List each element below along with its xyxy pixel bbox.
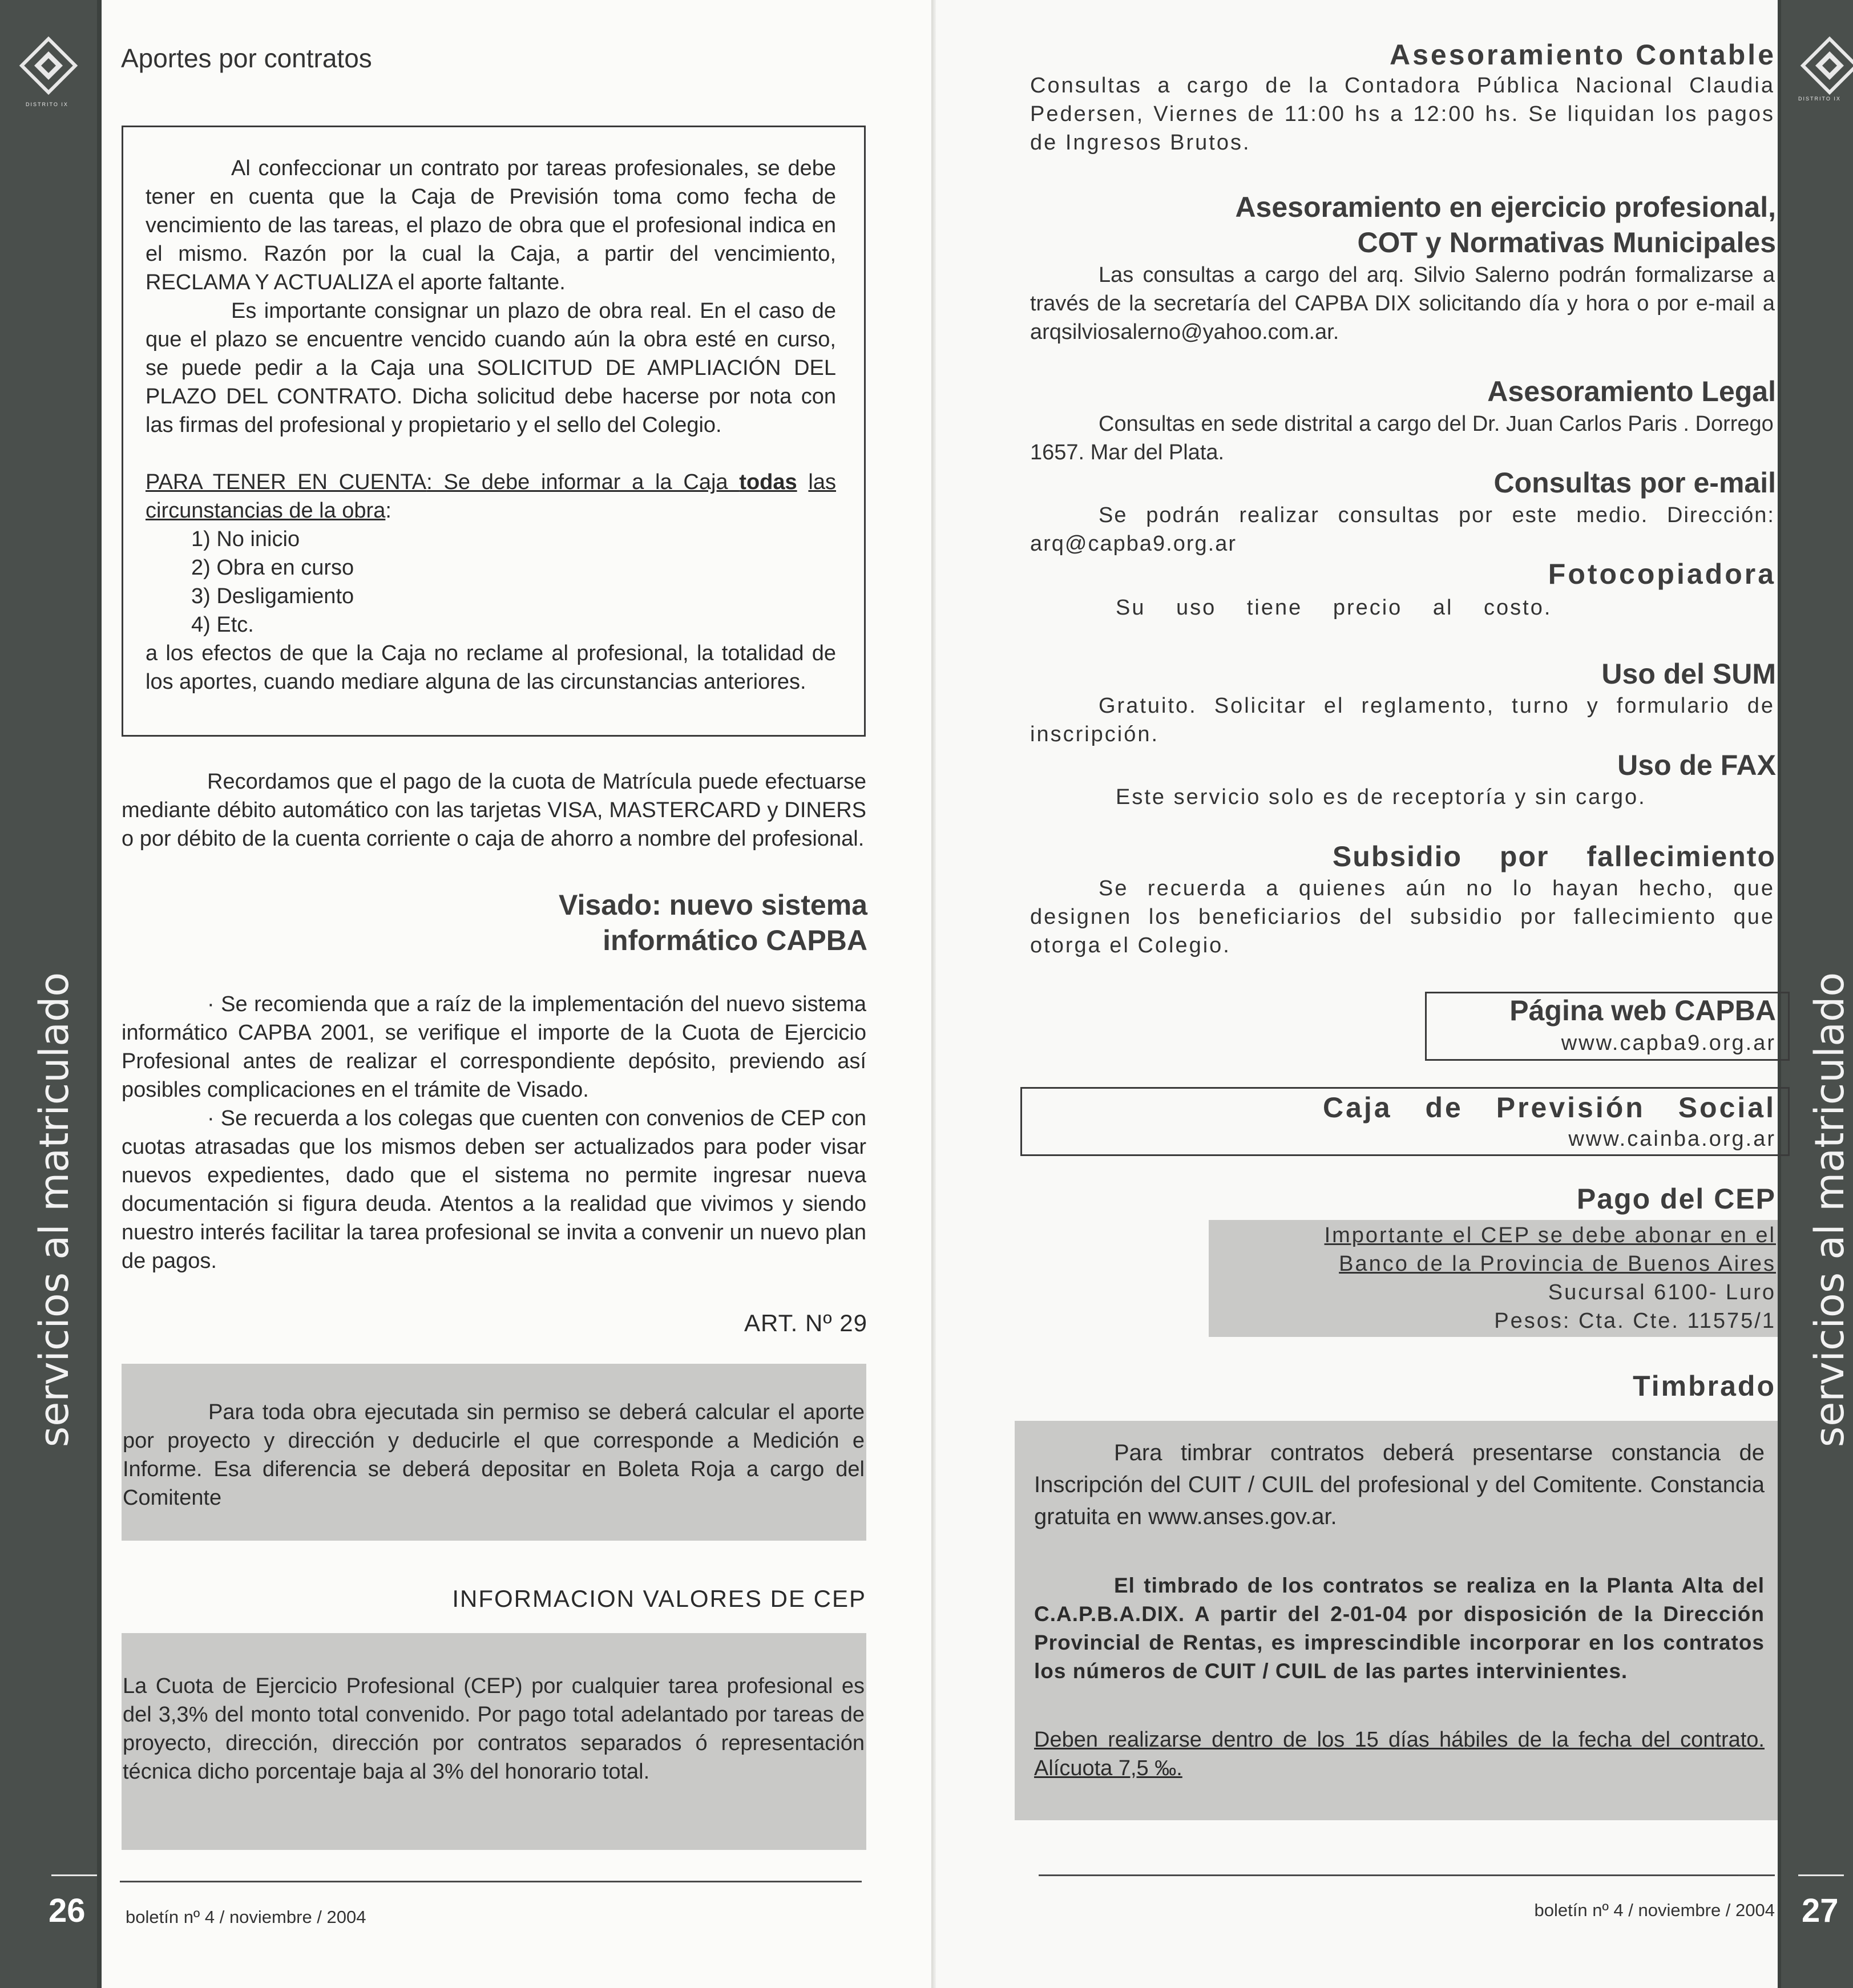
art-heading: ART. Nº 29	[744, 1310, 867, 1336]
tab-rule	[51, 1874, 97, 1876]
pago-line-1: Importante el CEP se debe abonar en el	[1324, 1223, 1776, 1247]
ejercicio-title	[1027, 189, 1776, 260]
note-colon: :	[385, 499, 391, 523]
pago-title: Pago del CEP	[1576, 1183, 1776, 1215]
tab-rule	[1798, 1874, 1844, 1876]
timbrado-title: Timbrado	[1633, 1370, 1776, 1402]
page-number: 26	[49, 1892, 86, 1929]
ejercicio-title-line-2: COT y Normativas Municipales	[1357, 227, 1776, 258]
caja-url: www.cainba.org.ar	[1568, 1127, 1776, 1151]
visado-title-line-2: informático CAPBA	[603, 924, 867, 956]
timbrado-p3: Deben realizarse dentro de los 15 días hábiles de la fecha del contrato. Alícuota 7,5 ‰.	[1034, 1728, 1765, 1780]
cep-text-block	[123, 1672, 865, 1786]
legal-title: Asesoramiento Legal	[1487, 375, 1776, 407]
visado-paragraphs	[122, 990, 866, 1275]
section-title-aportes: Aportes por contratos	[121, 43, 372, 73]
timbrado-p2: El timbrado de los contratos se realiza en la Planta Alta del C.A.P.B.A.DIX. A partir del 2-01-04 por disposición de la Dirección Provincial de Rentas, es imprescindible incorporar en los contratos los números de CUIT / CUIL de las partes intervinientes.	[1034, 1574, 1765, 1683]
capba-logo-icon	[1798, 34, 1853, 97]
pago-text-block	[1210, 1221, 1776, 1335]
subsidio-title: Subsidio por fallecimiento	[1332, 841, 1776, 872]
distrito-label: DISTRITO IX	[26, 102, 68, 107]
aportes-box-text	[146, 154, 836, 696]
list-item: 1) No inicio	[191, 527, 300, 551]
sum-text: Gratuito. Solicitar el reglamento, turno y formulario de inscripción.	[1030, 694, 1775, 746]
timbrado-text-block	[1034, 1437, 1765, 1783]
visado-p1: · Se recomienda que a raíz de la implementación del nuevo sistema informático CAPBA 2001, se verifique el importe de la Cuota de Ejercicio Profesional antes de realizar el correspondiente depósito, previendo así posibles complicaciones en el trámite de Visado.	[122, 992, 866, 1102]
cep-text: La Cuota de Ejercicio Profesional (CEP) por cualquier tarea profesional es del 3,3% del monto total convenido. Por pago total adelantado por tareas de proyecto, dirección, dirección por contratos separados ó representación técnica dicho porcentaje baja al 3% del honorario total.	[123, 1674, 865, 1784]
note-tail: las circunstancias de la obra	[146, 470, 836, 523]
fax-title: Uso de FAX	[1617, 749, 1776, 781]
email-text: Se podrán realizar consultas por este medio. Dirección: arq@capba9.org.ar	[1030, 503, 1775, 556]
left-side-tab	[0, 0, 102, 1988]
aportes-closing: a los efectos de que la Caja no reclame al profesional, la totalidad de los aportes, cuando mediare alguna de las circunstancias anteriores.	[146, 641, 836, 694]
footer-rule	[120, 1881, 862, 1882]
ejercicio-title-line-1: Asesoramiento en ejercicio profesional,	[1235, 191, 1776, 223]
list-item: 3) Desligamiento	[191, 584, 354, 608]
timbrado-p1: Para timbrar contratos deberá presentarse constancia de Inscripción del CUIT / CUIL del profesional y del Comitente. Constancia gratuita en www.anses.gov.ar.	[1034, 1440, 1765, 1529]
footer-text: boletín nº 4 / noviembre / 2004	[126, 1907, 366, 1927]
pago-line-4: Pesos: Cta. Cte. 11575/1	[1494, 1309, 1776, 1333]
contable-title: Asesoramiento Contable	[1389, 39, 1776, 71]
caja-title: Caja de Previsión Social	[1322, 1092, 1776, 1124]
page-number: 27	[1802, 1892, 1839, 1929]
visado-title-line-1: Visado: nuevo sistema	[559, 889, 867, 921]
aportes-p1: Al confeccionar un contrato por tareas profesionales, se debe tener en cuenta que la Caja de Previsión toma como fecha de vencimiento de las tareas, el plazo de obra que el profesional indica en el mismo. Razón por la cual la Caja, a partir del vencimiento, RECLAMA Y ACTUALIZA el aporte faltante.	[146, 156, 836, 294]
visado-title	[399, 887, 867, 958]
tab-vertical-label: servicios al matriculado	[31, 972, 78, 1448]
matricula-text: Recordamos que el pago de la cuota de Matrícula puede efectuarse mediante débito automático con las tarjetas VISA, MASTERCARD y DINERS o por débito de la cuenta corriente o caja de ahorro a nombre del profesional.	[122, 770, 866, 851]
foto-title: Fotocopiadora	[1548, 558, 1776, 590]
foto-text: Su uso tiene precio al costo.	[1116, 596, 1552, 620]
ejercicio-text: Las consultas a cargo del arq. Silvio Salerno podrán formalizarse a través de la secretaría del CAPBA DIX solicitando día y hora o por e-mail a arqsilviosalerno@yahoo.com.ar.	[1030, 263, 1775, 344]
note-label: PARA TENER EN CUENTA	[146, 470, 427, 494]
web-title: Página web CAPBA	[1509, 995, 1776, 1027]
art-text: Para toda obra ejecutada sin permiso se deberá calcular el aporte por proyecto y dirección y deducirle el que corresponde a Medición e Informe. Esa diferencia se deberá depositar en Boleta Roja a cargo del Comitente	[123, 1400, 865, 1510]
pago-line-2: Banco de la Provincia de Buenos Aires	[1339, 1252, 1776, 1276]
pago-line-3: Sucursal 6100- Luro	[1548, 1280, 1776, 1304]
distrito-label: DISTRITO IX	[1798, 96, 1841, 102]
cep-heading: INFORMACION VALORES DE CEP	[452, 1585, 866, 1612]
art-text-block	[123, 1398, 865, 1512]
footer-text: boletín nº 4 / noviembre / 2004	[1534, 1900, 1775, 1920]
list-item: 4) Etc.	[191, 613, 254, 637]
aportes-p2: Es importante consignar un plazo de obra real. En el caso de que el plazo se encuentre vencido cuando aún la obra esté en curso, se puede pedir a la Caja una SOLICITUD DE AMPLIACIÓN DEL PLAZO DEL CONTRATO. Dicha solicitud debe hacerse por nota con las firmas del profesional y propietario y el sello del Colegio.	[146, 299, 836, 437]
contable-text: Consultas a cargo de la Contadora Pública Nacional Claudia Pedersen, Viernes de 11:00 hs a 12:00 hs. Se liquidan los pagos de Ingresos Brutos.	[1030, 74, 1775, 155]
footer-rule	[1039, 1874, 1775, 1876]
tab-vertical-label: servicios al matriculado	[1806, 972, 1853, 1448]
note-bold: todas	[739, 470, 797, 494]
visado-p2: · Se recuerda a los colegas que cuenten con convenios de CEP con cuotas atrasadas que los mismos deben ser actualizados para poder visar nuevos expedientes, dado que el sistema no permite ingresar nueva documentación si figura deuda. Atentos a la realidad que vivimos y siendo nuestro interés facilitar la tarea profesional se invita a convenir un nuevo plan de pagos.	[122, 1106, 866, 1273]
sum-title: Uso del SUM	[1601, 658, 1776, 690]
matricula-paragraph	[122, 767, 866, 853]
list-item: 2) Obra en curso	[191, 556, 354, 580]
web-url: www.capba9.org.ar	[1561, 1031, 1776, 1055]
fax-text: Este servicio solo es de receptoría y sin cargo.	[1116, 785, 1646, 809]
aportes-note	[146, 468, 836, 525]
legal-text: Consultas en sede distrital a cargo del Dr. Juan Carlos Paris . Dorrego 1657. Mar del Plata.	[1030, 412, 1774, 464]
capba-logo-icon	[17, 34, 80, 97]
email-title: Consultas por e-mail	[1493, 467, 1776, 499]
note-text: : Se debe informar a la Caja	[426, 470, 740, 494]
subsidio-text: Se recuerda a quienes aún no lo hayan hecho, que designen los beneficiarios del subsidio por fallecimiento que otorga el Colegio.	[1030, 876, 1775, 957]
